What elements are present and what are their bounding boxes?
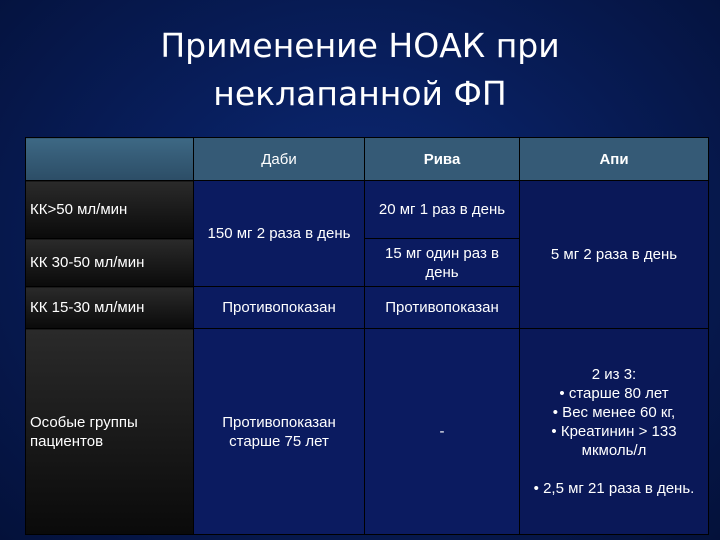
api-special-intro: 2 из 3: [591,366,637,383]
riva-kk50: 20 мг 1 раз в день [365,181,520,239]
row-kk50 [26,181,709,239]
header-blank [26,138,194,181]
dabi-special: Противопоказан старше 75 лет [194,329,365,535]
label-kk50: КК>50 мл/мин [26,181,194,239]
riva-kk15: Противопоказан [365,287,520,329]
noac-table [25,137,709,535]
slide-title [0,22,720,118]
label-kk15: КК 15-30 мл/мин [26,287,194,329]
header-dabi: Даби [194,138,365,181]
api-special-item: • Креатинин > 133 мкмоль/л [551,423,677,459]
label-kk30: КК 30-50 мл/мин [26,239,194,287]
dabi-kk30-50: 150 мг 2 раза в день [194,181,365,287]
dabi-kk15: Противопоказан [194,287,365,329]
api-special-list [524,365,704,498]
api-kk30-50: 5 мг 2 раза в день [520,181,709,329]
riva-special: - [365,329,520,535]
title-line-1: Применение НОАК при [160,26,560,65]
row-special [26,329,709,535]
label-special: Особые группы пациентов [26,329,194,535]
api-special-item: • Вес менее 60 кг, [552,404,676,421]
api-special [520,329,709,535]
riva-kk30: 15 мг один раз в день [365,239,520,287]
header-riva: Рива [365,138,520,181]
api-special-extra: • 2,5 мг 21 раза в день. [533,480,695,497]
header-api: Апи [520,138,709,181]
header-row [26,138,709,181]
api-special-item: • старше 80 лет [559,385,669,402]
title-line-2: неклапанной ФП [213,74,507,113]
